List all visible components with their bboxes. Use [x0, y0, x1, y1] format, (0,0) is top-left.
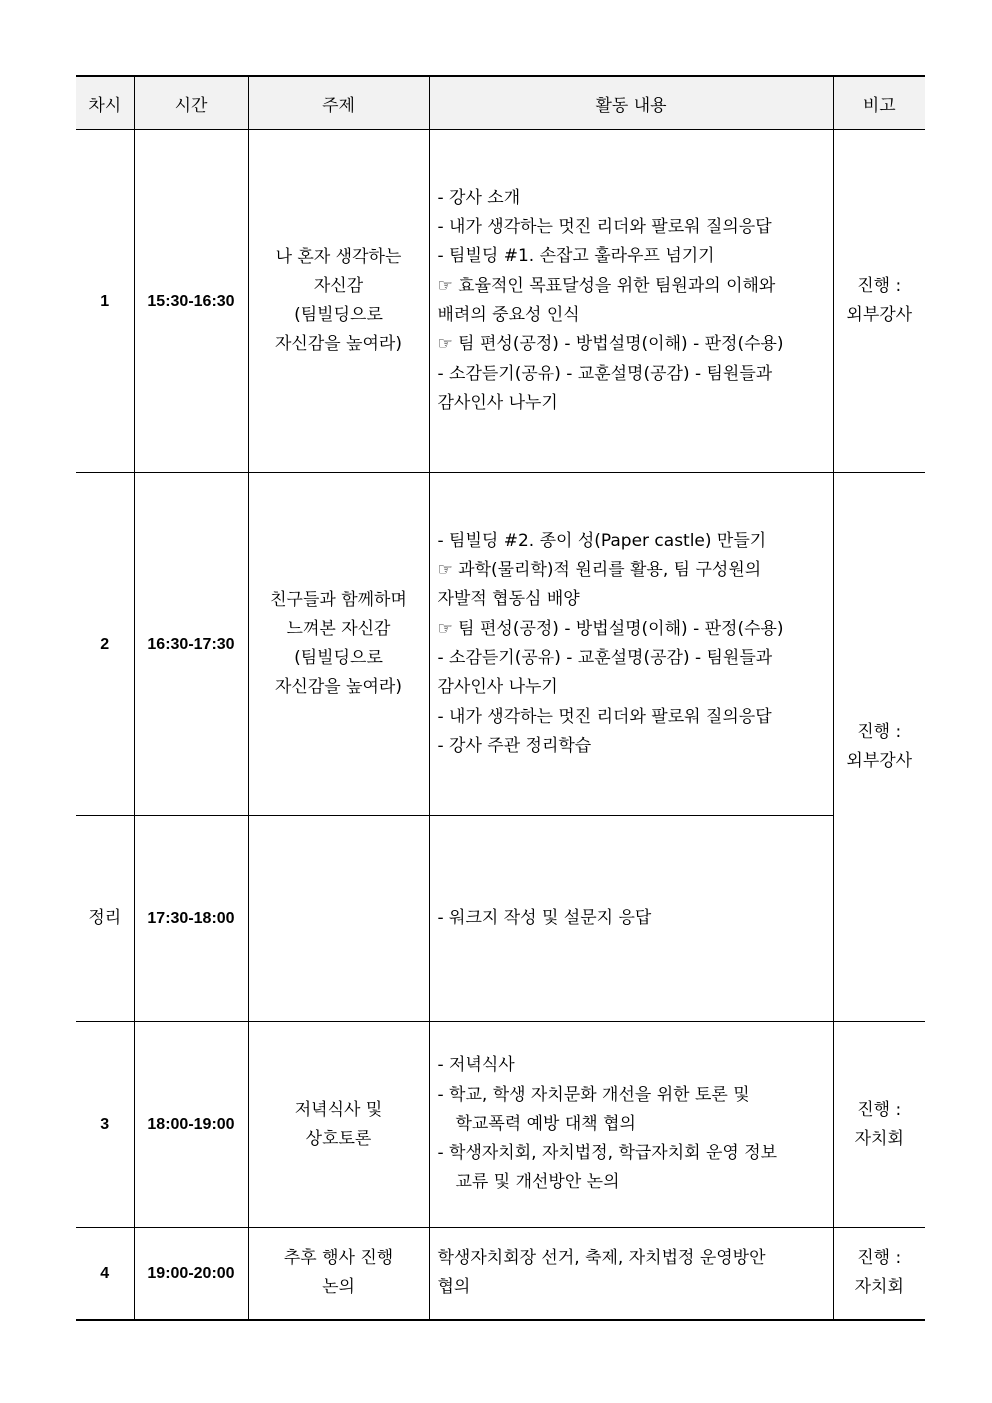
- topic-cell: [248, 1228, 429, 1320]
- note-line: 자치회: [854, 1277, 904, 1298]
- note-line: 외부강사: [846, 751, 913, 771]
- activity-line: ☞ 팀 편성(공정) - 방법설명(이해) - 판정(수용): [437, 334, 784, 355]
- header-activities: 활동 내용: [429, 76, 833, 130]
- session-cell: 2: [76, 473, 134, 816]
- activity-line: - 팀빌딩 #2. 종이 성(Paper castle) 만들기: [437, 530, 767, 551]
- topic-line: 자신감: [313, 276, 364, 296]
- activity-line: 교류 및 개선방안 논의: [455, 1172, 620, 1193]
- activity-line: - 내가 생각하는 멋진 리더와 팔로워 질의응답: [437, 217, 772, 238]
- note-line: 외부강사: [846, 305, 913, 325]
- time-cell: 19:00-20:00: [134, 1228, 248, 1320]
- session-cell: 1: [76, 130, 134, 473]
- topic-line: 저녁식사 및: [294, 1099, 383, 1120]
- activities-cell: [429, 816, 833, 1022]
- time-cell: 18:00-19:00: [134, 1022, 248, 1228]
- session-cell: 정리: [76, 816, 134, 1022]
- activity-line: ☞ 과학(물리학)적 원리를 활용, 팀 구성원의: [437, 560, 762, 581]
- note-cell: [833, 1228, 925, 1320]
- topic-line: 상호토론: [305, 1128, 372, 1149]
- activity-line: - 팀빌딩 #1. 손잡고 훌라우프 넘기기: [437, 246, 715, 267]
- activity-line: ☞ 효율적인 목표달성을 위한 팀원과의 이해와: [437, 275, 776, 296]
- table-row: [76, 130, 925, 473]
- note-cell: [833, 1022, 925, 1228]
- topic-line: 친구들과 함께하며: [270, 590, 407, 610]
- time-cell: 17:30-18:00: [134, 816, 248, 1022]
- activity-line: 배려의 중요성 인식: [437, 305, 580, 325]
- note-cell: [833, 473, 925, 1022]
- activity-line: - 워크지 작성 및 설문지 응답: [437, 907, 652, 928]
- table-row: [76, 473, 925, 816]
- header-row: [76, 76, 925, 130]
- activity-line: - 소감듣기(공유) - 교훈설명(공감) - 팀원들과: [437, 648, 773, 668]
- activity-line: 감사인사 나누기: [437, 677, 558, 698]
- table-row: [76, 1228, 925, 1320]
- note-line: 진행 :: [857, 276, 902, 296]
- activities-cell: [429, 1022, 833, 1228]
- topic-line: 느껴본 자신감: [286, 619, 391, 639]
- topic-line: 자신감을 높여라): [275, 334, 402, 354]
- activity-line: 학교폭력 예방 대책 협의: [455, 1113, 636, 1134]
- header-note: 비고: [833, 76, 925, 130]
- activity-line: - 학생자치회, 자치법정, 학급자치회 운영 정보: [437, 1143, 778, 1164]
- topic-cell: [248, 816, 429, 1022]
- activity-line: - 강사 주관 정리학습: [437, 735, 592, 756]
- activity-line: ☞ 팀 편성(공정) - 방법설명(이해) - 판정(수용): [437, 618, 784, 639]
- time-cell: 15:30-16:30: [134, 130, 248, 473]
- topic-line: (팀빌딩으로: [294, 305, 383, 325]
- activity-line: 학생자치회장 선거, 축제, 자치법정 운영방안: [437, 1247, 766, 1268]
- activity-line: - 학교, 학생 자치문화 개선을 위한 토론 및: [437, 1084, 750, 1105]
- topic-cell: [248, 473, 429, 816]
- table-row: [76, 816, 925, 1022]
- note-line: 진행 :: [857, 1099, 902, 1120]
- topic-line: 나 혼자 생각하는: [275, 247, 402, 267]
- topic-line: (팀빌딩으로: [294, 648, 383, 668]
- note-line: 진행 :: [857, 1248, 902, 1269]
- activity-line: - 내가 생각하는 멋진 리더와 팔로워 질의응답: [437, 706, 772, 727]
- header-time: 시간: [134, 76, 248, 130]
- topic-line: 추후 행사 진행: [283, 1248, 394, 1269]
- activity-line: - 강사 소개: [437, 187, 521, 208]
- activity-line: 자발적 협동심 배양: [437, 589, 580, 610]
- activities-cell: [429, 1228, 833, 1320]
- topic-line: 자신감을 높여라): [275, 677, 402, 697]
- activities-cell: [429, 473, 833, 816]
- session-cell: 3: [76, 1022, 134, 1228]
- table-row: [76, 1022, 925, 1228]
- topic-cell: [248, 1022, 429, 1228]
- activities-cell: [429, 130, 833, 473]
- session-cell: 4: [76, 1228, 134, 1320]
- note-line: 진행 :: [857, 722, 902, 742]
- activity-line: 감사인사 나누기: [437, 392, 558, 413]
- time-cell: 16:30-17:30: [134, 473, 248, 816]
- activity-line: 협의: [437, 1277, 471, 1298]
- header-topic: 주제: [248, 76, 429, 130]
- header-session: 차시: [76, 76, 134, 130]
- note-line: 자치회: [854, 1128, 904, 1149]
- activity-line: - 저녁식사: [437, 1055, 515, 1076]
- topic-line: 논의: [322, 1277, 355, 1298]
- activity-line: - 소감듣기(공유) - 교훈설명(공감) - 팀원들과: [437, 363, 773, 384]
- note-cell: [833, 130, 925, 473]
- topic-cell: [248, 130, 429, 473]
- schedule-table: [76, 75, 925, 1321]
